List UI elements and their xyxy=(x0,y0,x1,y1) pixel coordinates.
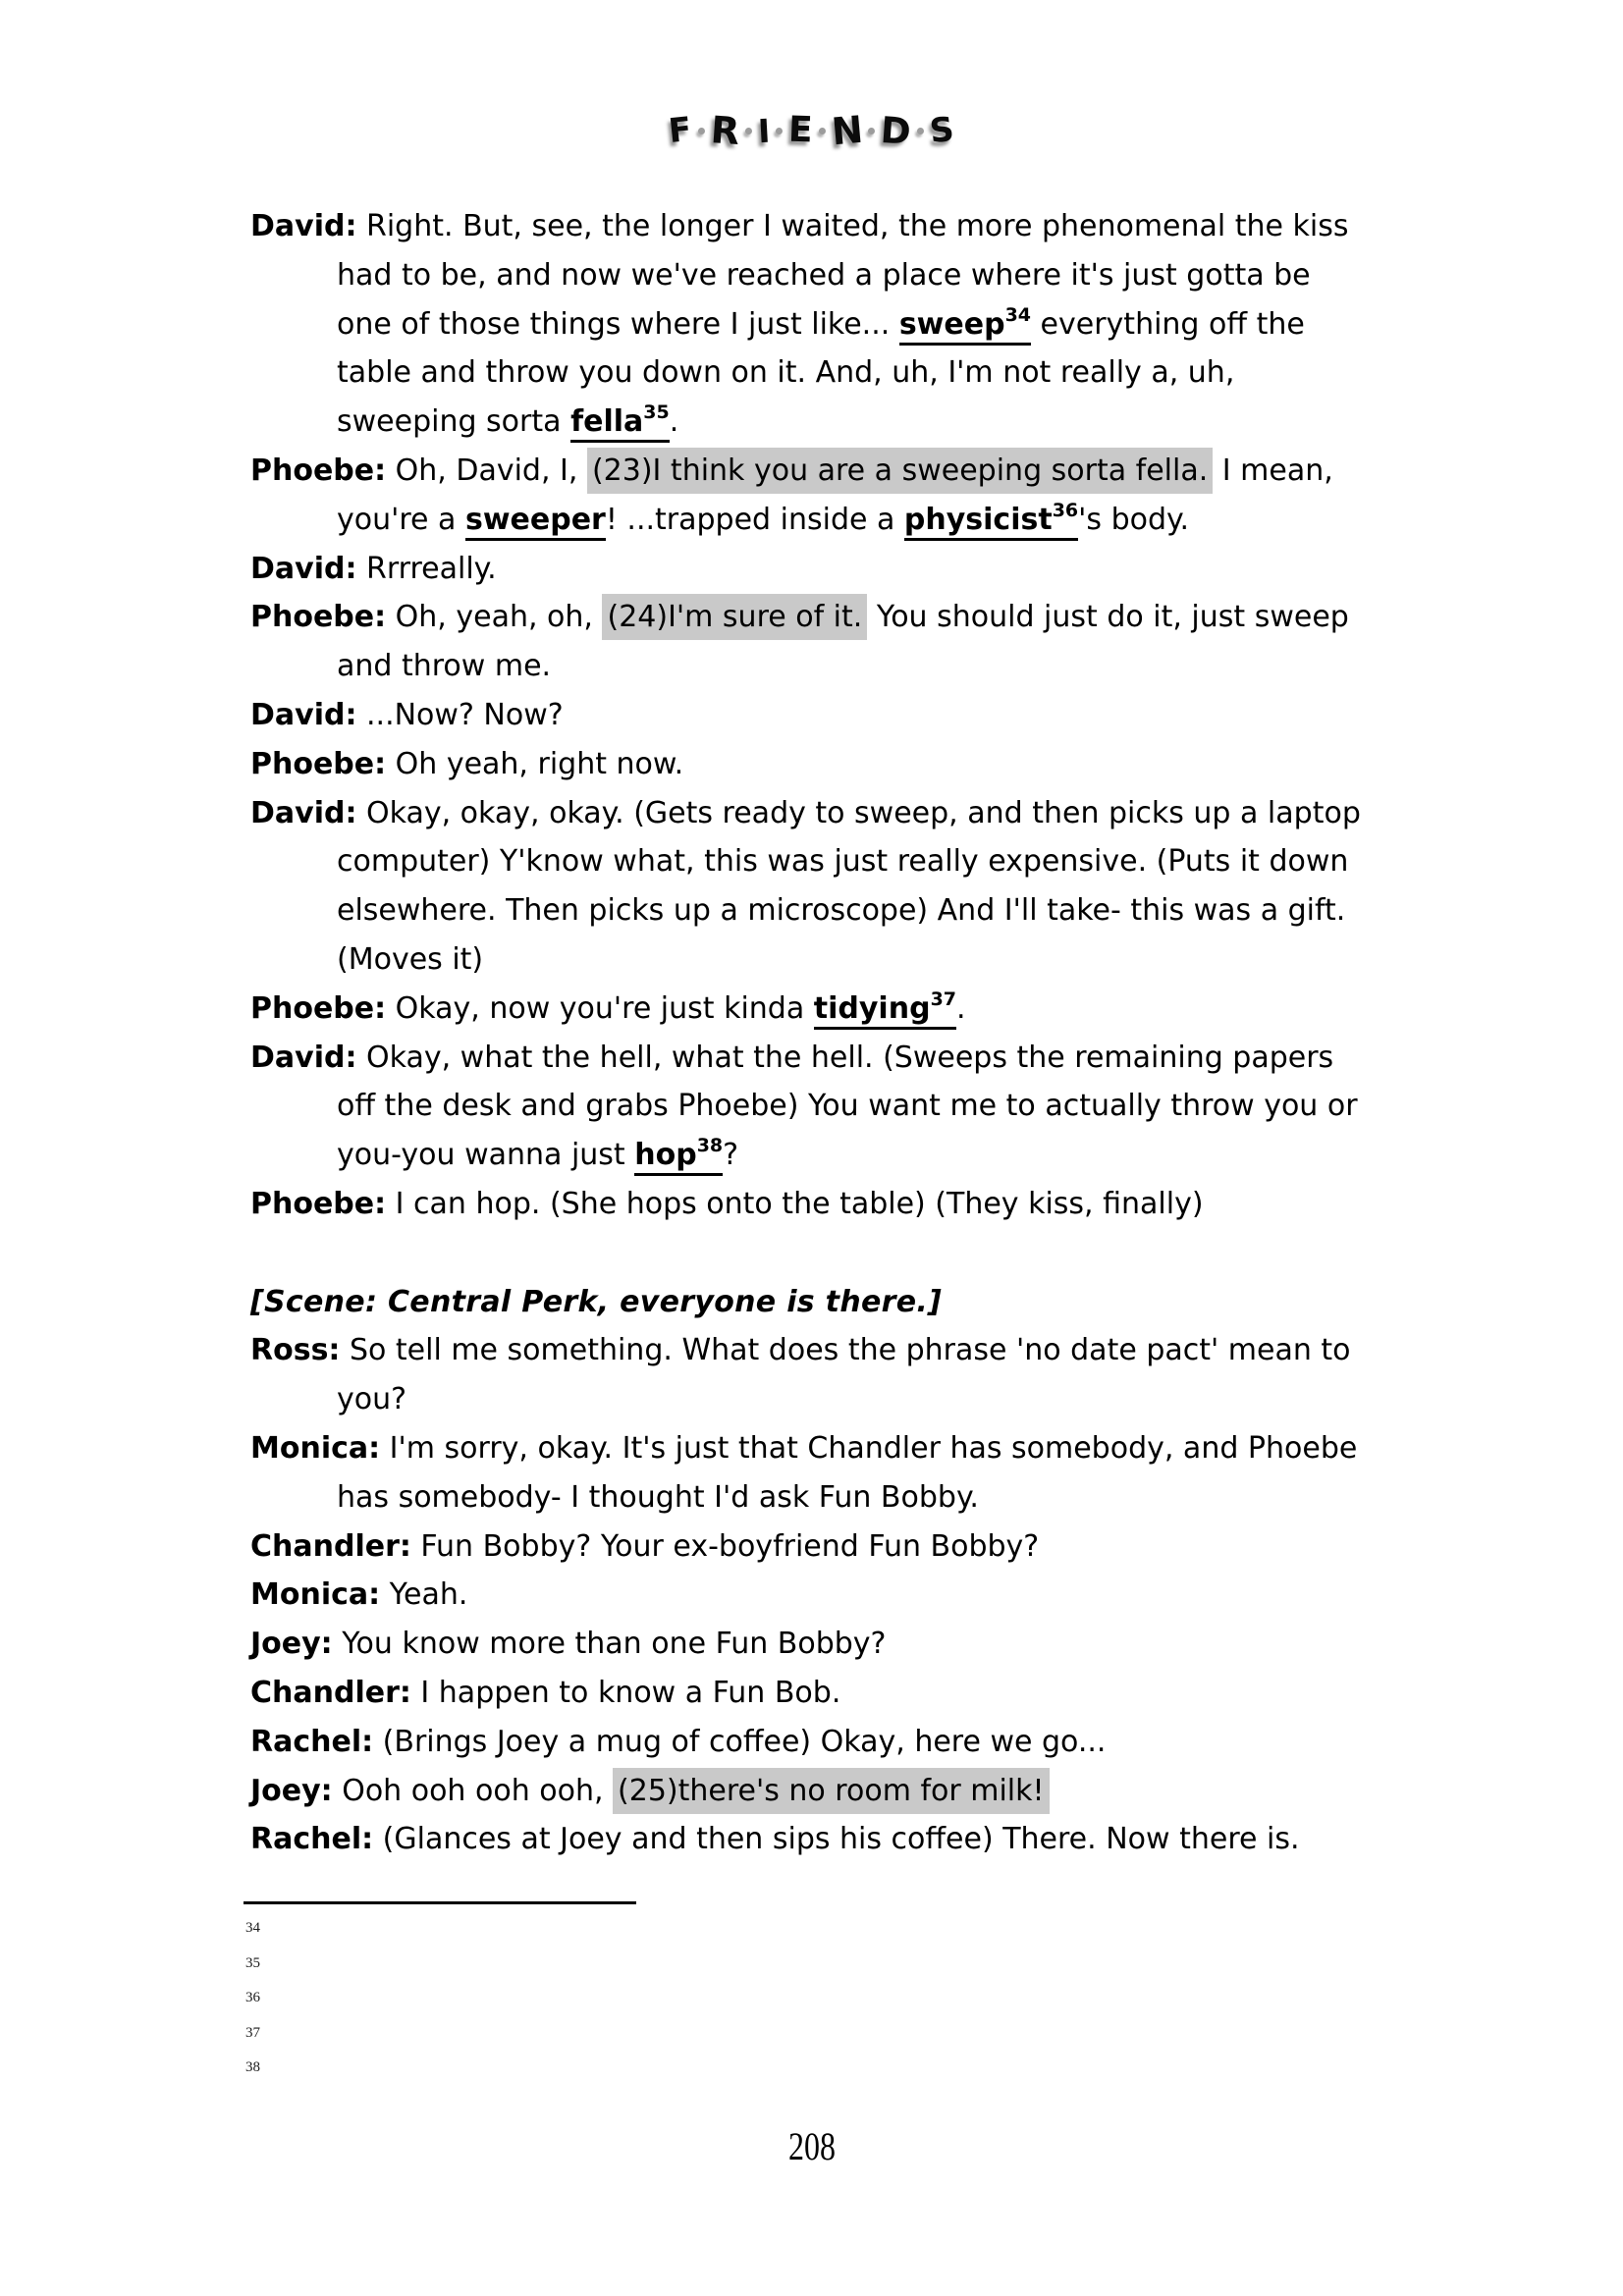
highlighted-phrase: (23)I think you are a sweeping sorta fella. xyxy=(587,448,1213,494)
script-line xyxy=(250,985,1556,1034)
dialogue-text: has somebody- I thought I'd ask Fun Bobby. xyxy=(337,1479,979,1515)
logo-dot xyxy=(776,128,783,134)
script-line xyxy=(337,1131,1556,1180)
footnote-number: 36 xyxy=(245,1990,260,2006)
script-line xyxy=(250,1815,1556,1864)
script-line xyxy=(250,593,1556,642)
dialogue-text: . xyxy=(669,404,679,440)
dialogue-text: (Brings Joey a mug of coffee) Okay, here we go... xyxy=(373,1724,1107,1759)
script-line xyxy=(337,251,1556,300)
footnote-number: 38 xyxy=(245,2059,260,2076)
footnote-row xyxy=(245,1990,260,2025)
page-number-value: 208 xyxy=(787,2124,836,2168)
speaker-name: Phoebe: xyxy=(250,990,387,1026)
speaker-name: David: xyxy=(250,551,357,586)
dialogue-text: Oh yeah, right now. xyxy=(386,746,684,781)
glossary-term xyxy=(465,503,606,541)
speaker-name: Joey: xyxy=(250,1773,333,1808)
script-line xyxy=(250,1424,1556,1473)
script-line xyxy=(250,1767,1556,1816)
friends-logo xyxy=(0,100,1623,161)
script-line xyxy=(250,691,1556,740)
speaker-name: Monica: xyxy=(250,1577,381,1613)
speaker-name: Joey: xyxy=(250,1627,333,1662)
script-line xyxy=(250,1571,1556,1620)
footnote-row xyxy=(245,1955,260,1991)
dialogue-paragraph xyxy=(250,1815,1556,1864)
logo-dot xyxy=(745,128,752,134)
logo-letter: S xyxy=(928,109,956,152)
speaker-name: Monica: xyxy=(250,1430,381,1466)
dialogue-paragraph xyxy=(250,1718,1556,1767)
script-line xyxy=(337,398,1556,447)
script-line xyxy=(250,447,1556,496)
dialogue-paragraph xyxy=(250,1424,1556,1522)
footnote-number: 35 xyxy=(245,1954,260,1971)
dialogue-text: I happen to know a Fun Bob. xyxy=(410,1675,841,1710)
dialogue-text: I'm sorry, okay. It's just that Chandler has somebody, and Phoebe xyxy=(380,1430,1358,1466)
dialogue-paragraph xyxy=(250,1326,1556,1424)
dialogue-paragraph xyxy=(250,593,1556,691)
speaker-name: Ross: xyxy=(250,1333,341,1368)
glossary-term-text: hop xyxy=(634,1138,697,1173)
dialogue-text: I mean, xyxy=(1213,453,1333,488)
logo-letter: N xyxy=(829,107,865,154)
dialogue-text: everything off the xyxy=(1031,306,1305,342)
dialogue-text: one of those things where I just like... xyxy=(337,306,899,342)
footnote-ref: 36 xyxy=(1052,499,1079,521)
footnote-ref: 34 xyxy=(1004,303,1032,326)
footnote-ref: 38 xyxy=(696,1135,724,1157)
logo-letter: D xyxy=(880,108,913,153)
dialogue-paragraph xyxy=(250,1669,1556,1718)
speaker-name: Phoebe: xyxy=(250,1186,387,1221)
scene-heading xyxy=(250,1278,1556,1327)
footnote-ref: 37 xyxy=(930,988,957,1010)
speaker-name: Rachel: xyxy=(250,1822,374,1857)
glossary-term-text: tidying xyxy=(813,990,931,1026)
script-line xyxy=(250,1326,1556,1375)
dialogue-paragraph xyxy=(250,789,1556,985)
speaker-name: David: xyxy=(250,1040,357,1075)
dialogue-text: computer) Y'know what, this was just really expensive. (Puts it down xyxy=(337,844,1349,880)
glossary-term xyxy=(570,401,670,443)
dialogue-paragraph xyxy=(250,1620,1556,1669)
glossary-term-text: fella xyxy=(570,404,644,440)
dialogue-text: (Glances at Joey and then sips his coffee) There. Now there is. xyxy=(373,1822,1300,1857)
script-line xyxy=(337,496,1556,545)
script-line xyxy=(250,789,1556,838)
dialogue-text: had to be, and now we've reached a place where it's just gotta be xyxy=(337,257,1311,293)
dialogue-text: 's body. xyxy=(1078,502,1190,537)
dialogue-text: you're a xyxy=(337,502,465,537)
dialogue-text: You know more than one Fun Bobby? xyxy=(332,1627,887,1662)
dialogue-text: elsewhere. Then picks up a microscope) And I'll take- this was a gift. xyxy=(337,893,1346,929)
highlighted-phrase: (25)there's no room for milk! xyxy=(613,1768,1050,1814)
script-line xyxy=(337,642,1556,691)
script-line xyxy=(250,1180,1556,1229)
dialogue-paragraph xyxy=(250,1180,1556,1229)
footnote-number: 37 xyxy=(245,2024,260,2041)
dialogue-text: ! ...trapped inside a xyxy=(605,502,904,537)
speaker-name: David: xyxy=(250,795,357,830)
speaker-name: Chandler: xyxy=(250,1528,411,1564)
script-body xyxy=(250,202,1556,1864)
dialogue-text: Okay, now you're just kinda xyxy=(386,990,814,1026)
dialogue-paragraph xyxy=(250,202,1556,447)
logo-dot xyxy=(698,128,705,134)
glossary-term-text: sweep xyxy=(898,306,1005,342)
script-line xyxy=(337,300,1556,349)
blank-line xyxy=(250,1229,1556,1278)
script-line xyxy=(250,1522,1556,1572)
glossary-term xyxy=(813,988,957,1030)
dialogue-text: table and throw you down on it. And, uh, I'm not really a, uh, xyxy=(337,355,1235,391)
dialogue-text: sweeping sorta xyxy=(337,404,571,440)
dialogue-text: (Moves it) xyxy=(337,941,484,977)
glossary-term-text: physicist xyxy=(903,502,1053,537)
dialogue-paragraph xyxy=(250,1571,1556,1620)
script-line xyxy=(250,1669,1556,1718)
script-line xyxy=(250,740,1556,789)
footnote-row xyxy=(245,2059,260,2095)
dialogue-text: I can hop. (She hops onto the table) (They kiss, finally) xyxy=(386,1186,1204,1221)
script-line xyxy=(337,1082,1556,1131)
dialogue-text: off the desk and grabs Phoebe) You want me to actually throw you or xyxy=(337,1089,1358,1124)
script-line xyxy=(337,886,1556,935)
dialogue-text: ...Now? Now? xyxy=(356,697,564,732)
highlighted-phrase: (24)I'm sure of it. xyxy=(602,594,867,640)
dialogue-paragraph xyxy=(250,740,1556,789)
dialogue-text: Oh, David, I, xyxy=(386,453,587,488)
dialogue-text: Fun Bobby? Your ex-boyfriend Fun Bobby? xyxy=(410,1528,1040,1564)
dialogue-text: ? xyxy=(723,1138,739,1173)
dialogue-paragraph xyxy=(250,1034,1556,1180)
script-line xyxy=(337,935,1556,985)
dialogue-paragraph xyxy=(250,985,1556,1034)
script-line xyxy=(250,1278,1556,1327)
logo-letter: I xyxy=(756,111,772,150)
footnote-row xyxy=(245,1920,260,1955)
dialogue-text: Okay, what the hell, what the hell. (Sweeps the remaining papers xyxy=(356,1040,1334,1075)
logo-letter: R xyxy=(709,108,741,153)
script-line xyxy=(250,545,1556,594)
logo-dot xyxy=(819,128,826,134)
dialogue-paragraph xyxy=(250,545,1556,594)
dialogue-text: Okay, okay, okay. (Gets ready to sweep, and then picks up a laptop xyxy=(356,795,1361,830)
dialogue-text: Right. But, see, the longer I waited, the more phenomenal the kiss xyxy=(356,209,1349,243)
script-line xyxy=(337,1473,1556,1522)
footnote-row xyxy=(245,2025,260,2060)
glossary-term xyxy=(634,1135,724,1176)
script-line xyxy=(250,202,1556,251)
logo-dot xyxy=(917,128,924,134)
speaker-name: David: xyxy=(250,697,357,732)
script-line xyxy=(337,837,1556,886)
logo-dot xyxy=(868,128,875,134)
logo-letter: F xyxy=(667,109,694,152)
dialogue-text: Ooh ooh ooh ooh, xyxy=(332,1773,614,1808)
glossary-term xyxy=(898,303,1032,346)
dialogue-text: Yeah. xyxy=(380,1577,468,1613)
speaker-name: David: xyxy=(250,209,357,243)
footnote-separator xyxy=(243,1901,636,1904)
speaker-name: Phoebe: xyxy=(250,600,387,635)
script-line xyxy=(337,348,1556,398)
glossary-term-text: sweeper xyxy=(464,502,606,537)
dialogue-text: Rrrreally. xyxy=(356,551,497,586)
page-number xyxy=(0,2123,1623,2169)
speaker-name: Chandler: xyxy=(250,1675,411,1710)
speaker-name: Phoebe: xyxy=(250,746,387,781)
dialogue-text: . xyxy=(956,990,966,1026)
footnote-list xyxy=(245,1920,260,2095)
dialogue-paragraph xyxy=(250,691,1556,740)
logo-letter: E xyxy=(787,109,814,151)
speaker-name: Phoebe: xyxy=(250,453,387,488)
paragraph-gap xyxy=(250,1229,1556,1278)
speaker-name: Rachel: xyxy=(250,1724,374,1759)
dialogue-text: Oh, yeah, oh, xyxy=(386,600,603,635)
script-line xyxy=(250,1718,1556,1767)
dialogue-paragraph xyxy=(250,1522,1556,1572)
script-line xyxy=(250,1034,1556,1083)
footnote-number: 34 xyxy=(245,1920,260,1936)
footnote-ref: 35 xyxy=(643,401,670,424)
dialogue-text: So tell me something. What does the phrase 'no date pact' mean to xyxy=(340,1333,1351,1368)
dialogue-text: you-you wanna just xyxy=(337,1138,635,1173)
dialogue-text: [Scene: Central Perk, everyone is there.] xyxy=(250,1284,943,1319)
script-line xyxy=(337,1375,1556,1424)
dialogue-paragraph xyxy=(250,447,1556,545)
dialogue-text: and throw me. xyxy=(337,649,552,684)
dialogue-paragraph xyxy=(250,1767,1556,1816)
dialogue-text: You should just do it, just sweep xyxy=(867,600,1349,635)
glossary-term xyxy=(903,499,1079,541)
script-line xyxy=(250,1620,1556,1669)
dialogue-text: you? xyxy=(337,1382,407,1417)
